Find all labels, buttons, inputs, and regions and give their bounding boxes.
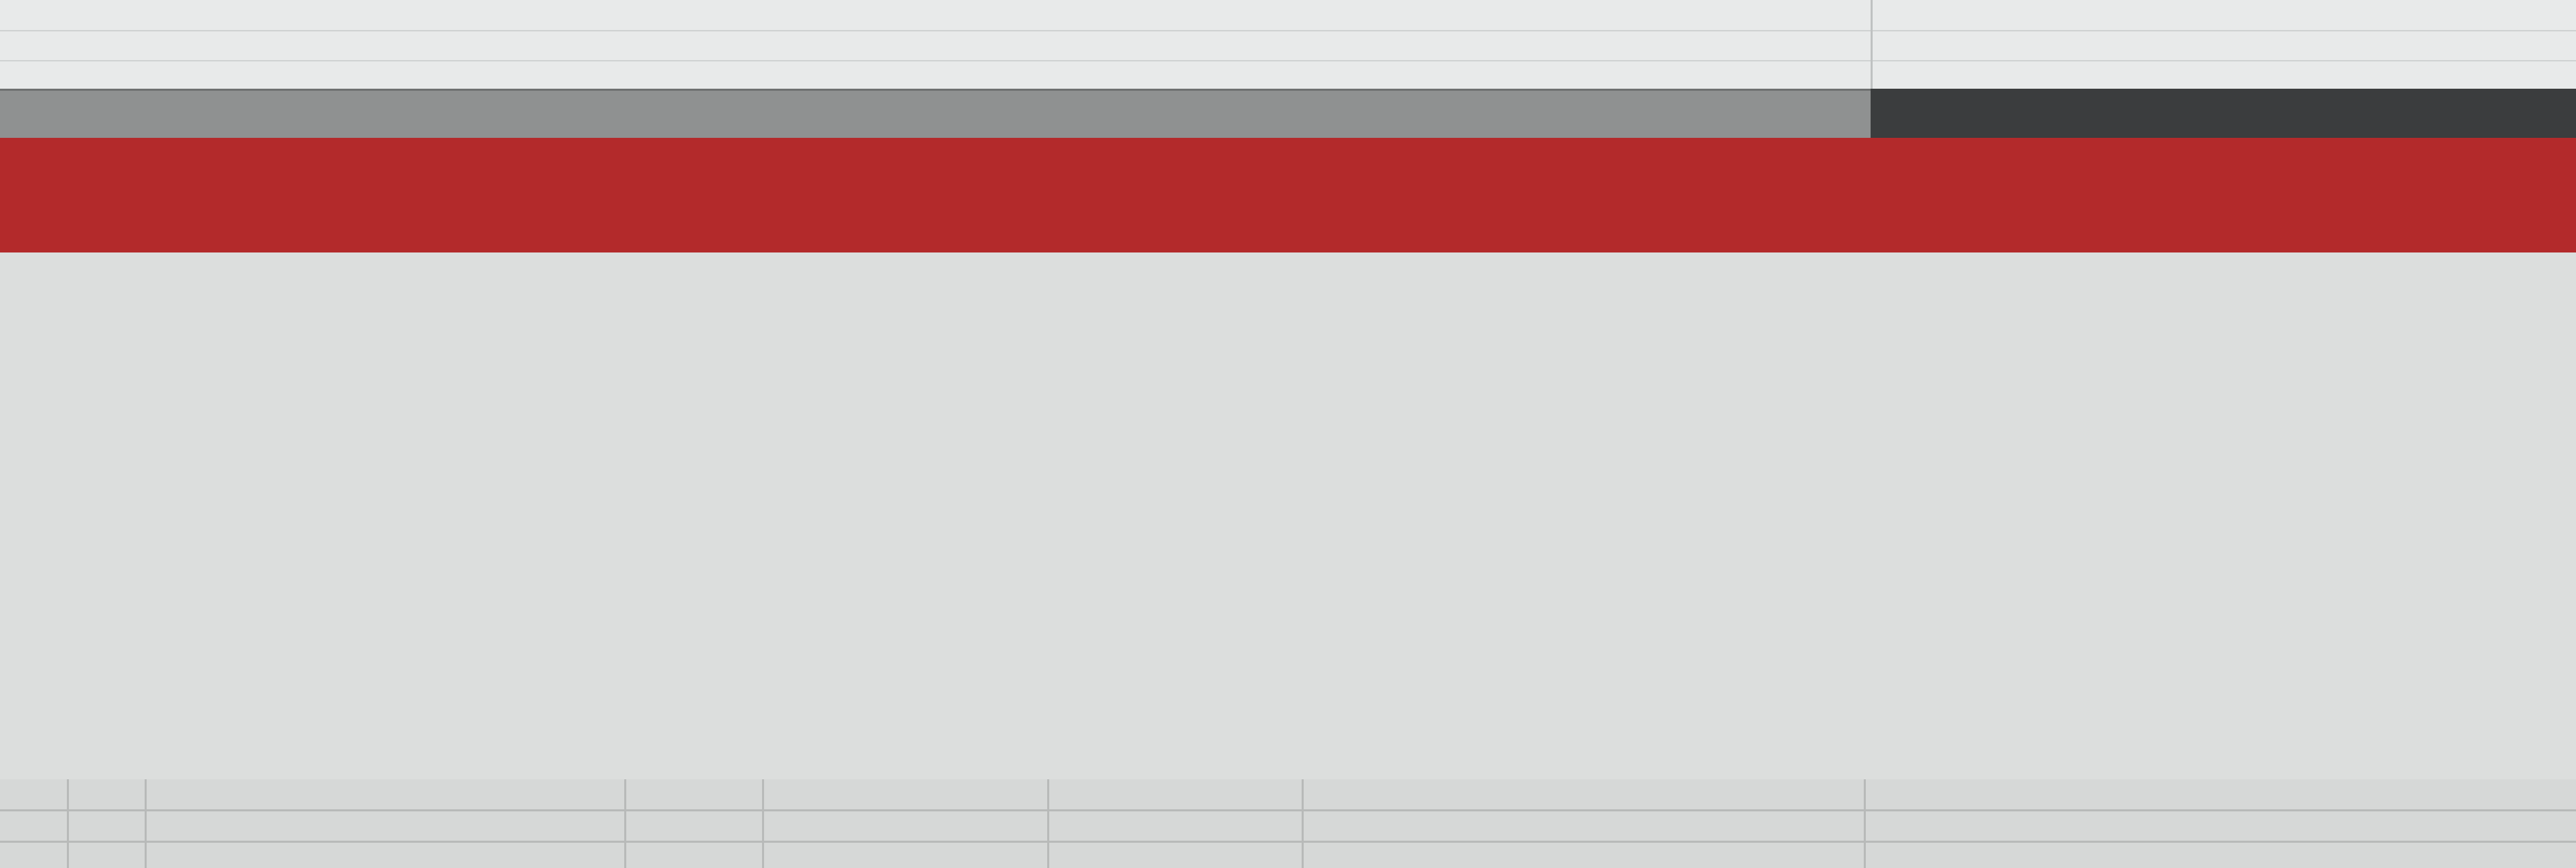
gridline <box>1302 779 1304 868</box>
section-band <box>0 89 2576 138</box>
gridline <box>67 779 69 868</box>
gridline <box>0 841 2576 843</box>
gridline <box>0 30 2576 31</box>
gridline <box>0 809 2576 811</box>
column-header-row <box>0 138 2576 252</box>
gridline <box>1864 779 1866 868</box>
gridline <box>145 779 147 868</box>
empty-sheet-area-top <box>0 0 2576 89</box>
section-band-dark[interactable] <box>1871 89 2576 138</box>
gridline <box>624 779 626 868</box>
gridline <box>1871 0 1873 89</box>
section-title[interactable] <box>0 89 1871 140</box>
gridline <box>1047 779 1049 868</box>
gridline <box>0 60 2576 61</box>
gridline <box>762 779 764 868</box>
empty-sheet-area-bottom <box>0 779 2576 868</box>
